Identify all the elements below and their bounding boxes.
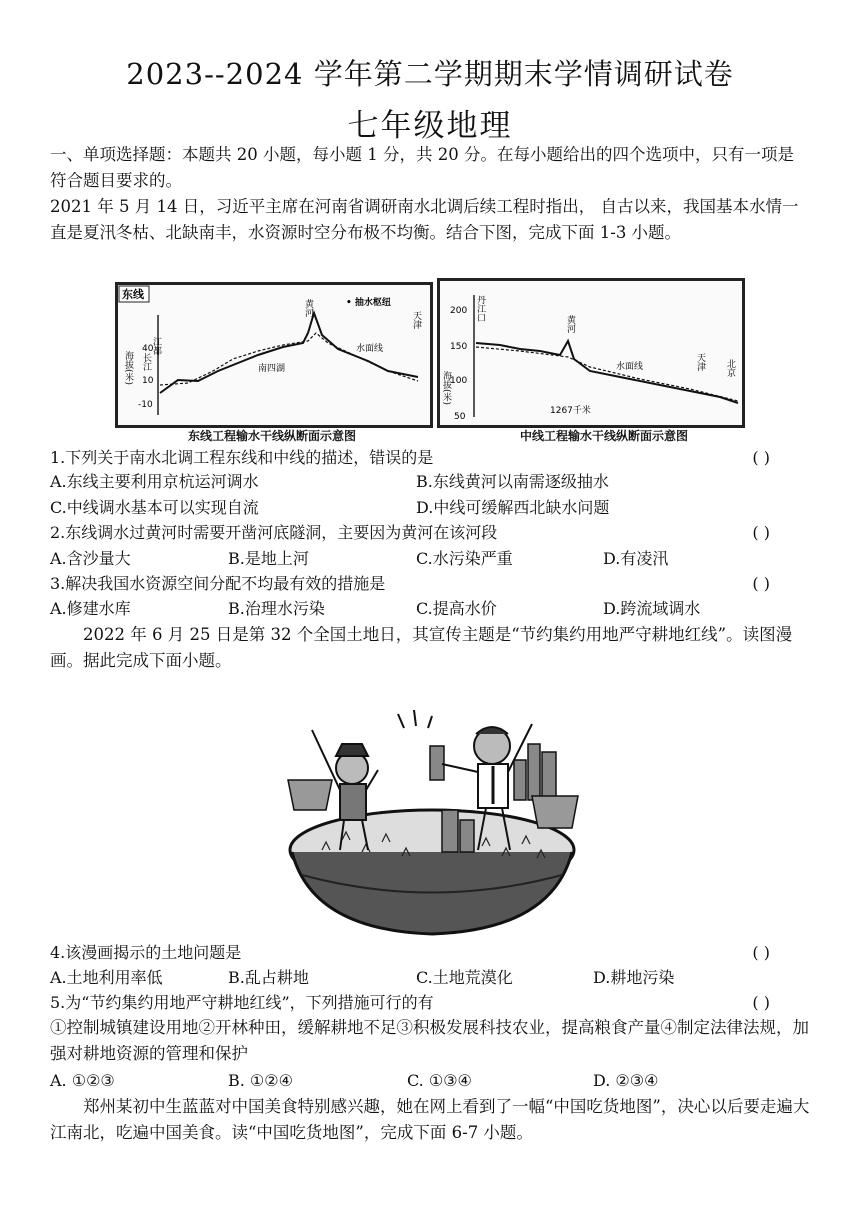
middle-place-tianjin: 天津: [695, 353, 705, 371]
middle-distance: 1267千米: [550, 406, 591, 416]
question-5-stem: 5.为“节约集约用地严守耕地红线”，下列措施可行的有: [50, 993, 434, 1012]
question-3-option-d: D.跨流域调水: [603, 599, 701, 618]
question-2-option-c: C.水污染严重: [416, 549, 513, 568]
east-place-nansihu: 南四湖: [258, 364, 286, 374]
question-5-option-b: B. ①②④: [228, 1071, 293, 1090]
passage-water: 2021 年 5 月 14 日，习近平主席在河南省调研南水北调后续工程时指出， 自古以来，我国基本水情一直是夏汛冬枯、北缺南丰，水资源时空分布极不均衡。结合下图，完成下面 1-3 小题。: [50, 197, 799, 242]
question-5-option-c: C. ①③④: [407, 1071, 472, 1090]
question-5-options-row: [50, 1068, 810, 1094]
middle-figure-caption: 中线工程输水干线纵断面示意图: [520, 429, 689, 443]
section-instruction: 一、单项选择题：本题共 20 小题，每小题 1 分，共 20 分。在每小题给出的四个选项中，只有一项是符合题目要求的。: [50, 145, 794, 190]
question-4-option-a: A.土地利用率低: [50, 968, 163, 987]
question-1-options-row-1: [50, 469, 810, 495]
question-1-options-row-2: [50, 495, 810, 521]
question-2-stem: 2.东线调水过黄河时需要开凿河底隧洞，主要因为黄河在该河段: [50, 523, 498, 542]
middle-place-huanghe: 黄河: [565, 315, 575, 333]
exam-subtitle: 七年级地理: [347, 108, 513, 144]
question-4-option-c: C.土地荒漠化: [416, 968, 513, 987]
question-3-option-a: A.修建水库: [50, 599, 131, 618]
middle-ytick-100: 100: [450, 376, 468, 386]
middle-line-label: 水面线: [616, 362, 644, 372]
question-4-answer-blank: ( ): [752, 943, 770, 962]
question-4-option-b: B.乱占耕地: [228, 968, 309, 987]
question-1-answer-blank: ( ): [752, 448, 770, 467]
middle-ytick-200: 200: [450, 306, 468, 316]
question-4-option-d: D.耕地污染: [593, 968, 675, 987]
question-3-stem: 3.解决我国水资源空间分配不均最有效的措施是: [50, 574, 386, 593]
middle-route-profile-figure: [437, 278, 745, 443]
east-legend: • 抽水枢纽: [346, 298, 391, 308]
east-ytick-minus10: -10: [138, 400, 153, 410]
question-1-option-a: A.东线主要利用京杭运河调水: [50, 472, 259, 491]
east-ytick-40: 40: [142, 344, 154, 354]
question-1-stem: 1.下列关于南水北调工程东线和中线的描述，错误的是: [50, 448, 434, 467]
east-ylabel: 海拔(米): [123, 351, 133, 386]
east-place-jiangdu: 江都: [151, 337, 161, 355]
question-5-option-d: D. ②③④: [593, 1071, 659, 1090]
question-1-option-c: C.中线调水基本可以实现自流: [50, 498, 259, 517]
question-2-option-b: B.是地上河: [228, 549, 309, 568]
east-route-profile-figure: [115, 282, 433, 443]
east-ytick-10: 10: [142, 376, 154, 386]
question-4-stem-row: [50, 940, 810, 966]
passage-land-day: 2022 年 6 月 25 日是第 32 个全国土地日，其宣传主题是“节约集约用地严守耕地红线”。读图漫画。据此完成下面小题。: [50, 625, 793, 670]
land-cartoon-svg: [282, 700, 582, 938]
question-3-option-c: C.提高水价: [416, 599, 497, 618]
question-1-stem-row: [50, 445, 810, 471]
east-place-tianjin: 天津: [411, 311, 421, 329]
middle-ylabel: 海拔(米): [441, 371, 451, 406]
question-1-option-d: D.中线可缓解西北缺水问题: [416, 498, 610, 517]
middle-place-beijing: 北京: [725, 359, 735, 377]
question-3-answer-blank: ( ): [752, 574, 770, 593]
middle-ground-line: [476, 341, 738, 403]
question-2-answer-blank: ( ): [752, 523, 770, 542]
question-5-measures: ①控制城镇建设用地②开林种田，缓解耕地不足③积极发展科技农业，提高粮食产量④制定法律法规，加强对耕地资源的管理和保护: [50, 1018, 809, 1063]
question-5-option-a: A. ①②③: [50, 1071, 115, 1090]
east-figure-caption: 东线工程输水干线纵断面示意图: [188, 429, 357, 443]
question-2-option-d: D.有凌汛: [603, 549, 669, 568]
question-4-options-row: [50, 965, 810, 991]
east-place-changjiang: 长江: [141, 353, 151, 371]
middle-ytick-50: 50: [454, 412, 466, 422]
east-place-huanghe: 黄河: [303, 299, 313, 317]
question-2-option-a: A.含沙量大: [50, 549, 131, 568]
middle-ytick-150: 150: [450, 342, 468, 352]
middle-place-danjiangkou: 丹江口: [475, 295, 485, 322]
east-route-profile-svg: [118, 285, 430, 425]
middle-route-profile-svg: [440, 281, 742, 425]
question-3-option-b: B.治理水污染: [228, 599, 325, 618]
question-4-stem: 4.该漫画揭示的土地问题是: [50, 943, 242, 962]
question-3-stem-row: [50, 571, 810, 597]
exam-title: 2023--2024 学年第二学期期末学情调研试卷: [126, 57, 734, 91]
passage-food-map: 郑州某初中生蓝蓝对中国美食特别感兴趣，她在网上看到了一幅“中国吃货地图”，决心以后要走遍大江南北，吃遍中国美食。读“中国吃货地图”，完成下面 6-7 小题。: [50, 1097, 810, 1142]
east-tag: 东线: [122, 288, 144, 301]
east-line-label: 水面线: [356, 344, 384, 354]
cartoon-motion-lines: [398, 710, 432, 728]
land-cartoon-figure: [282, 700, 582, 938]
question-3-options-row: [50, 596, 810, 622]
question-2-options-row: [50, 546, 810, 572]
question-2-stem-row: [50, 520, 810, 546]
question-1-option-b: B.东线黄河以南需逐级抽水: [416, 472, 609, 491]
question-5-stem-row: [50, 990, 810, 1016]
east-water-line: [160, 333, 418, 385]
question-5-answer-blank: ( ): [752, 993, 770, 1012]
